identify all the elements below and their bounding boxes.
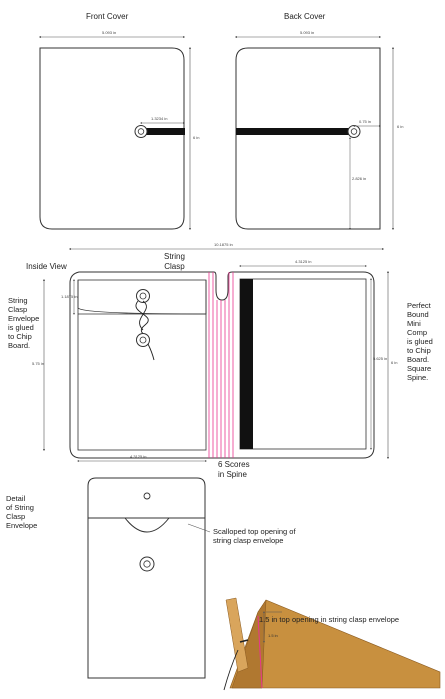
back-clasp-band <box>236 128 354 135</box>
front-cover-outline <box>40 48 184 229</box>
scallop-note: Scalloped top opening of string clasp envelope <box>213 527 296 545</box>
envelope-edge <box>226 598 248 672</box>
inside-board-outline <box>70 272 374 458</box>
right-outer-height-dimension: 6 in <box>391 360 398 365</box>
front-clasp-band <box>141 128 185 135</box>
front-clasp-dimension: 1.3234 in <box>151 116 168 121</box>
right-note: Perfect Bound Mini Comp is glued to Chip Board. Square Spine. <box>407 301 433 382</box>
opening-dimension: 1.5 in <box>268 633 278 638</box>
mini-comp-spine <box>240 279 253 449</box>
back-cover <box>236 37 393 229</box>
detail-label: Detail of String Clasp Envelope <box>6 494 38 530</box>
left-note: String Clasp Envelope is glued to Chip Board. <box>8 296 40 350</box>
detail-envelope <box>88 478 210 678</box>
detail-body <box>88 518 205 678</box>
back-cover-title: Back Cover <box>284 12 326 21</box>
right-height-dimension: 5.625 in <box>373 356 388 361</box>
left-height-dimension: 5.75 in <box>32 361 45 366</box>
inside-view-label: Inside View <box>26 262 67 271</box>
inside-view <box>44 249 388 461</box>
back-vertical-dimension: 2.826 in <box>352 176 367 181</box>
total-width-dimension: 10.1875 in <box>214 242 233 247</box>
string-clasp-label: String Clasp <box>164 252 185 271</box>
back-small-dimension: 0.75 in <box>359 119 372 124</box>
front-cover <box>40 37 190 229</box>
scores-label: 6 Scores in Spine <box>218 460 250 479</box>
mini-comp-panel <box>240 279 366 449</box>
front-cover-title: Front Cover <box>86 12 129 21</box>
back-height-dimension: 6 in <box>397 124 404 129</box>
front-height-dimension: 6 in <box>193 135 200 140</box>
scallop-leader-line <box>188 524 210 532</box>
back-cover-outline <box>236 48 380 229</box>
flap-dimension: 1.1875 in <box>61 294 78 299</box>
opening-illustration <box>224 598 440 690</box>
opening-note: 1.5 in top opening in string clasp envelope <box>259 615 400 624</box>
front-width-dimension: 5.093 in <box>102 30 117 35</box>
bottom-width-dimension: 4.3125 in <box>130 454 147 459</box>
inside-envelope-panel <box>78 280 206 450</box>
right-width-dimension: 4.3125 in <box>295 259 312 264</box>
back-width-dimension: 5.093 in <box>300 30 315 35</box>
detail-flap-button-icon <box>144 493 150 499</box>
